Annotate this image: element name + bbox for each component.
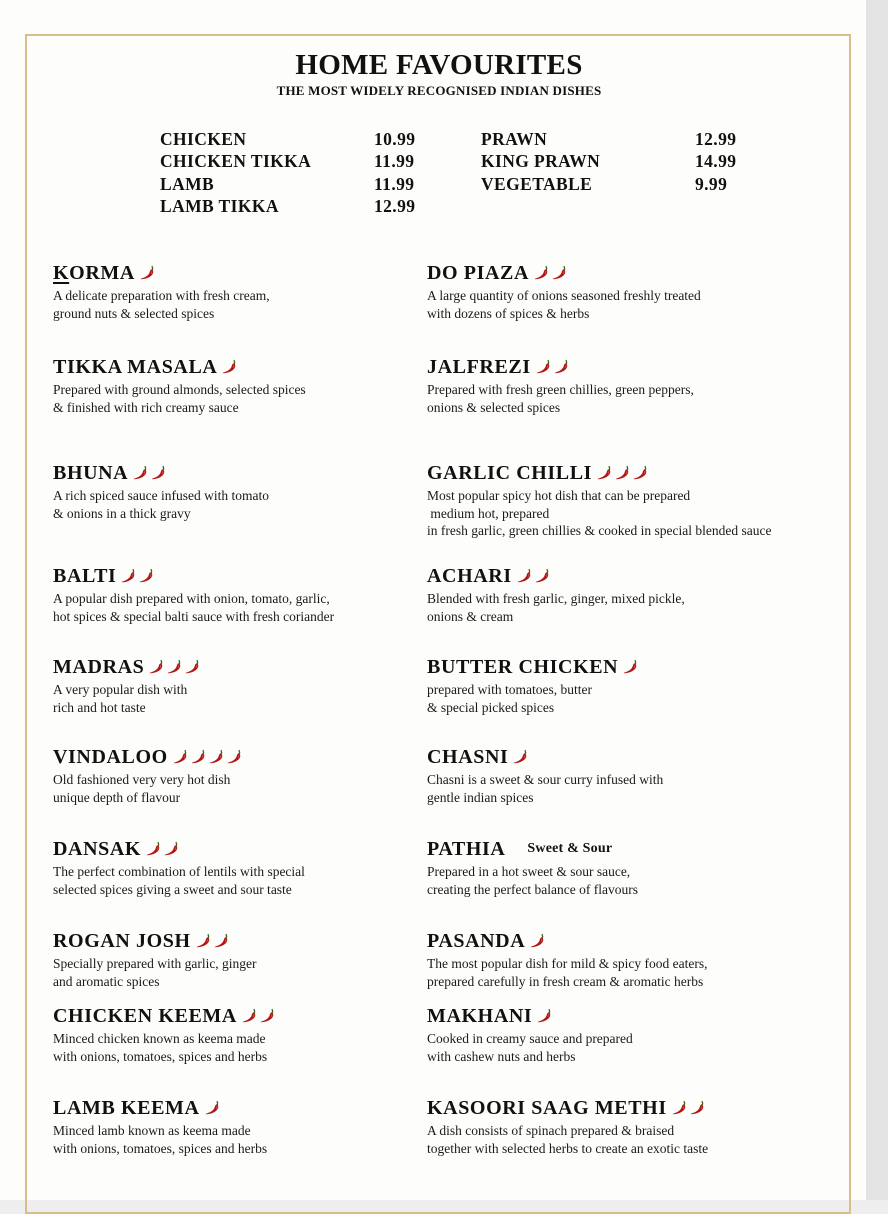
price-row (481, 151, 741, 173)
description-line: The most popular dish for mild & spicy food eaters, (427, 956, 708, 971)
dish-heading (53, 354, 306, 380)
dish-name: MAKHANI (427, 1004, 533, 1027)
dish-item (53, 354, 306, 416)
chilli-rating (671, 1099, 706, 1117)
dish-name: ROGAN JOSH (53, 929, 191, 952)
chilli-pepper-icon (148, 658, 165, 676)
dish-name: VINDALOO (53, 745, 168, 768)
chilli-pepper-icon (139, 264, 156, 282)
dish-item (53, 836, 305, 898)
dish-description (427, 1030, 633, 1065)
chilli-pepper-icon (120, 567, 137, 585)
dish-description (53, 487, 269, 522)
dish-heading (53, 744, 243, 770)
dish-name: DO PIAZA (427, 261, 530, 284)
dish-item (427, 354, 694, 416)
chilli-rating (204, 1099, 221, 1117)
description-line: A large quantity of onions seasoned freshly treated (427, 288, 701, 303)
description-line: Specially prepared with garlic, ginger (53, 956, 257, 971)
description-line: Prepared in a hot sweet & sour sauce, (427, 864, 631, 879)
scrollbar[interactable] (866, 0, 888, 1200)
price-row (481, 174, 741, 196)
chilli-pepper-icon (551, 264, 568, 282)
dish-item (53, 928, 257, 990)
dish-item (427, 260, 701, 322)
price-item-name: VEGETABLE (481, 173, 593, 194)
price-item-name: CHICKEN (160, 129, 247, 149)
dish-name: GARLIC CHILLI (427, 461, 593, 484)
dish-item (53, 260, 270, 322)
menu-title: HOME FAVOURITES (295, 49, 583, 81)
chilli-rating (139, 264, 156, 282)
description-line: Cooked in creamy sauce and prepared (427, 1031, 633, 1046)
chilli-pepper-icon (145, 840, 162, 858)
chilli-pepper-icon (689, 1099, 706, 1117)
chilli-pepper-icon (172, 748, 189, 766)
dish-heading (427, 354, 694, 380)
chilli-rating (516, 567, 551, 585)
dish-name: TIKKA MASALA (53, 355, 218, 378)
dish-item (53, 744, 243, 806)
description-line: Most popular spicy hot dish that can be prepared (427, 488, 691, 503)
dish-item (427, 1095, 708, 1157)
dish-description (427, 590, 685, 625)
description-line: with cashew nuts and herbs (427, 1048, 576, 1064)
price-row (160, 129, 420, 151)
description-line: Blended with fresh garlic, ginger, mixed pickle, (427, 591, 685, 606)
dish-item (427, 563, 685, 625)
chilli-pepper-icon (632, 464, 649, 482)
dish-name: CHASNI (427, 745, 509, 768)
dish-name: MADRAS (53, 655, 145, 678)
chilli-pepper-icon (614, 464, 631, 482)
chilli-rating (529, 932, 546, 950)
dish-heading (53, 836, 305, 862)
chilli-rating (120, 567, 155, 585)
dish-description (53, 771, 243, 806)
dish-name: DANSAK (53, 837, 142, 860)
description-line: creating the perfect balance of flavours (427, 881, 639, 897)
description-line: A dish consists of spinach prepared & braised (427, 1123, 675, 1138)
dish-description (53, 590, 334, 625)
description-line: selected spices giving a sweet and sour taste (53, 881, 292, 897)
price-item-name: LAMB TIKKA (160, 195, 279, 216)
chilli-pepper-icon (534, 567, 551, 585)
description-line: onions & cream (427, 608, 514, 624)
description-line: A delicate preparation with fresh cream, (53, 288, 270, 303)
chilli-pepper-icon (221, 358, 238, 376)
dish-heading (53, 563, 334, 589)
dish-heading (53, 1003, 276, 1029)
menu-subtitle: THE MOST WIDELY RECOGNISED INDIAN DISHES (276, 83, 602, 98)
chilli-pepper-icon (516, 567, 533, 585)
chilli-pepper-icon (259, 1007, 276, 1025)
description-line: The perfect combination of lentils with special (53, 864, 305, 879)
price-item-name: LAMB (160, 173, 215, 194)
description-line: and aromatic spices (53, 973, 160, 989)
dish-description (53, 863, 305, 898)
description-line: Minced chicken known as keema made (53, 1031, 266, 1046)
dish-item (427, 460, 772, 540)
price-item-name: PRAWN (481, 129, 548, 149)
description-line: Prepared with fresh green chillies, green peppers, (427, 382, 694, 397)
dish-name: KASOORI SAAG METHI (427, 1096, 667, 1119)
chilli-rating (145, 840, 180, 858)
dish-description (53, 955, 257, 990)
dish-item (53, 1003, 276, 1065)
chilli-pepper-icon (596, 464, 613, 482)
dish-description (427, 287, 701, 322)
chilli-rating (536, 1007, 553, 1025)
dish-heading (427, 1095, 708, 1121)
dish-name: BALTI (53, 564, 117, 587)
dish-name: BUTTER CHICKEN (427, 655, 619, 678)
dish-name: PATHIA (427, 837, 506, 860)
description-line: Minced lamb known as keema made (53, 1123, 251, 1138)
chilli-rating (535, 358, 570, 376)
chilli-pepper-icon (529, 932, 546, 950)
chilli-rating (132, 464, 167, 482)
dish-heading (427, 460, 772, 486)
description-line: unique depth of flavour (53, 789, 181, 805)
dish-description (427, 381, 694, 416)
description-line: & onions in a thick gravy (53, 505, 191, 521)
dish-heading (427, 1003, 633, 1029)
dish-item (427, 744, 663, 806)
dish-item (427, 836, 638, 898)
dish-description (53, 381, 306, 416)
price-item-name: KING PRAWN (481, 151, 601, 172)
price-row (160, 151, 420, 173)
dish-item (53, 654, 201, 716)
chilli-pepper-icon (150, 464, 167, 482)
chilli-pepper-icon (184, 658, 201, 676)
dish-name: PASANDA (427, 929, 526, 952)
chilli-pepper-icon (208, 748, 225, 766)
price-item-value: 11.99 (374, 151, 415, 172)
price-row (481, 129, 741, 151)
dish-description (427, 681, 639, 716)
description-line: gentle indian spices (427, 789, 534, 805)
dish-name: ACHARI (427, 564, 512, 587)
dish-name: CHICKEN KEEMA (53, 1004, 237, 1027)
dish-heading (427, 744, 663, 770)
price-row (160, 174, 420, 196)
dish-name: BHUNA (53, 461, 129, 484)
dish-description (53, 681, 201, 716)
dish-heading (427, 928, 707, 954)
dish-name: LAMB KEEMA (53, 1096, 200, 1119)
dish-name: KORMA (53, 261, 135, 284)
chilli-pepper-icon (204, 1099, 221, 1117)
dish-heading (53, 1095, 267, 1121)
dish-heading (53, 460, 269, 486)
dish-item (427, 928, 707, 990)
description-line: & finished with rich creamy sauce (53, 399, 239, 415)
description-line: onions & selected spices (427, 399, 561, 415)
dish-heading (427, 260, 701, 286)
dish-item (53, 1095, 267, 1157)
chilli-rating (195, 932, 230, 950)
chilli-pepper-icon (533, 264, 550, 282)
description-line: ground nuts & selected spices (53, 305, 215, 321)
chilli-rating (622, 658, 639, 676)
dish-description (427, 1122, 708, 1157)
chilli-pepper-icon (138, 567, 155, 585)
chilli-pepper-icon (190, 748, 207, 766)
dish-description (53, 1122, 267, 1157)
dish-heading (427, 836, 638, 862)
chilli-rating (533, 264, 568, 282)
chilli-pepper-icon (622, 658, 639, 676)
description-line: prepared carefully in fresh cream & aromatic herbs (427, 973, 704, 989)
description-line: A rich spiced sauce infused with tomato (53, 488, 269, 503)
price-item-value: 12.99 (374, 195, 416, 216)
chilli-pepper-icon (536, 1007, 553, 1025)
chilli-pepper-icon (195, 932, 212, 950)
dish-description (427, 771, 663, 806)
price-item-name: CHICKEN TIKKA (160, 151, 312, 172)
chilli-pepper-icon (241, 1007, 258, 1025)
chilli-rating (221, 358, 238, 376)
dish-heading (427, 654, 639, 680)
description-line: medium hot, prepared (427, 505, 550, 521)
dish-heading (53, 654, 201, 680)
dish-item (53, 460, 269, 522)
description-line: together with selected herbs to create an exotic taste (427, 1140, 709, 1156)
chilli-pepper-icon (512, 748, 529, 766)
description-line: prepared with tomatoes, butter (427, 682, 592, 697)
price-item-value: 9.99 (695, 173, 728, 194)
dish-description (53, 1030, 276, 1065)
chilli-pepper-icon (535, 358, 552, 376)
chilli-pepper-icon (213, 932, 230, 950)
dish-description (427, 955, 707, 990)
dish-description (53, 287, 270, 322)
dish-note: Sweet & Sour (527, 841, 613, 856)
description-line: rich and hot taste (53, 699, 146, 715)
dish-heading (427, 563, 685, 589)
chilli-pepper-icon (553, 358, 570, 376)
price-row (160, 196, 420, 218)
description-line: & special picked spices (427, 699, 555, 715)
chilli-pepper-icon (163, 840, 180, 858)
chilli-pepper-icon (671, 1099, 688, 1117)
price-item-value: 12.99 (695, 129, 737, 149)
dish-item (427, 1003, 633, 1065)
description-line: hot spices & special balti sauce with fresh coriander (53, 608, 335, 624)
description-line: in fresh garlic, green chillies & cooked in special blended sauce (427, 523, 772, 538)
description-line: with onions, tomatoes, spices and herbs (53, 1048, 268, 1064)
description-line: Prepared with ground almonds, selected spices (53, 382, 306, 397)
dish-heading (53, 928, 257, 954)
description-line: with dozens of spices & herbs (427, 305, 590, 321)
chilli-rating (512, 748, 529, 766)
price-item-value: 11.99 (374, 173, 415, 194)
description-line: A very popular dish with (53, 682, 188, 697)
chilli-pepper-icon (166, 658, 183, 676)
dish-item (53, 563, 334, 625)
description-line: Old fashioned very very hot dish (53, 772, 231, 787)
chilli-pepper-icon (226, 748, 243, 766)
chilli-rating (148, 658, 201, 676)
dish-item (427, 654, 639, 716)
chilli-rating (172, 748, 243, 766)
dish-description (427, 863, 638, 898)
description-line: with onions, tomatoes, spices and herbs (53, 1140, 268, 1156)
description-line: Chasni is a sweet & sour curry infused with (427, 772, 664, 787)
dish-name: JALFREZI (427, 355, 531, 378)
chilli-pepper-icon (132, 464, 149, 482)
price-item-value: 10.99 (374, 129, 416, 149)
dish-description (427, 487, 772, 540)
price-item-value: 14.99 (695, 151, 737, 172)
description-line: A popular dish prepared with onion, tomato, garlic, (53, 591, 330, 606)
dish-heading (53, 260, 270, 286)
chilli-rating (241, 1007, 276, 1025)
chilli-rating (596, 464, 649, 482)
